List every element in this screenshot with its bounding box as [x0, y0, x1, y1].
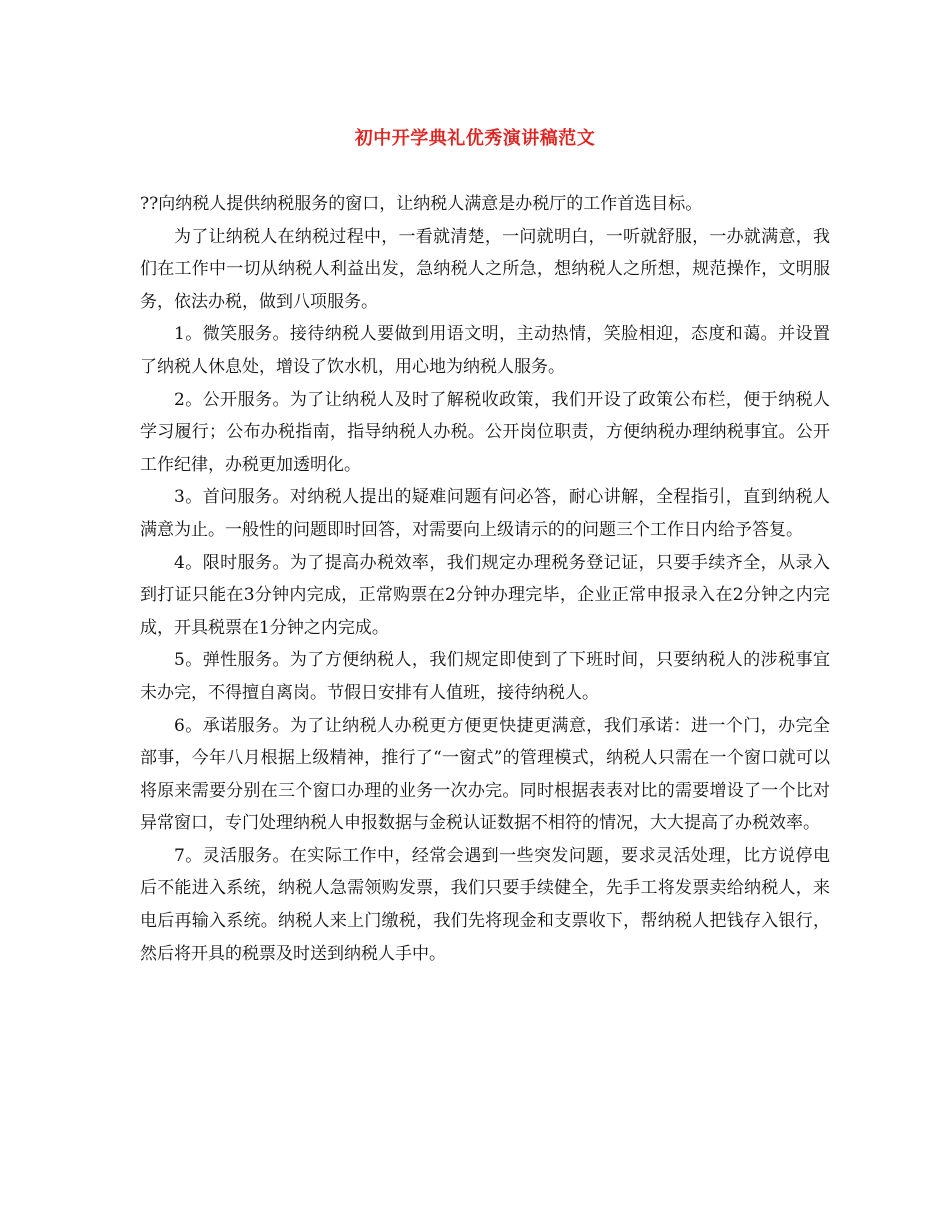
- paragraph-item-2: 2。公开服务。为了让纳税人及时了解税收政策，我们开设了政策公布栏，便于纳税人学习履行；公布办税指南，指导纳税人办税。公开岗位职责，方便纳税办理纳税事宜。公开工作纪律，办税更加透明化。: [140, 389, 830, 475]
- document-body: [140, 188, 830, 970]
- paragraph-item-4: 4。限时服务。为了提高办税效率，我们规定办理税务登记证，只要手续齐全，从录入到打证只能在3分钟内完成，正常购票在2分钟办理完毕，企业正常申报录入在2分钟之内完成，开具税票在1分钟之内完成。: [140, 552, 830, 638]
- paragraph-intro: ??向纳税人提供纳税服务的窗口，让纳税人满意是办税厅的工作首选目标。: [140, 194, 703, 214]
- paragraph-overview: 为了让纳税人在纳税过程中，一看就清楚，一问就明白，一听就舒服，一办就满意，我们在工作中一切从纳税人利益出发，急纳税人之所急，想纳税人之所想，规范操作，文明服务，依法办税，做到八项服务。: [140, 226, 830, 312]
- paragraph-item-1: 1。微笑服务。接待纳税人要做到用语文明，主动热情，笑脸相迎，态度和蔼。并设置了纳税人休息处，增设了饮水机，用心地为纳税人服务。: [140, 324, 830, 377]
- paragraph-item-6: 6。承诺服务。为了让纳税人办税更方便更快捷更满意，我们承诺：进一个门，办完全部事，今年八月根据上级精神，推行了“一窗式”的管理模式，纳税人只需在一个窗口就可以将原来需要分别在三个窗口办理的业务一次办完。同时根据表表对比的需要增设了一个比对异常窗口，专门处理纳税人申报数据与金税认证数据不相符的情况，大大提高了办税效率。: [140, 715, 830, 834]
- paragraph-item-7: 7。灵活服务。在实际工作中，经常会遇到一些突发问题，要求灵活处理，比方说停电后不能进入系统，纳税人急需领购发票，我们只要手续健全，先手工将发票卖给纳税人，来电后再输入系统。纳税人来上门缴税，我们先将现金和支票收下，帮纳税人把钱存入银行，然后将开具的税票及时送到纳税人手中。: [140, 845, 830, 964]
- document-title: 初中开学典礼优秀演讲稿范文: [354, 128, 596, 149]
- paragraph-item-5: 5。弹性服务。为了方便纳税人，我们规定即使到了下班时间，只要纳税人的涉税事宜未办完，不得擅自离岗。节假日安排有人值班，接待纳税人。: [140, 650, 830, 703]
- paragraph-item-3: 3。首问服务。对纳税人提出的疑难问题有问必答，耐心讲解，全程指引，直到纳税人满意为止。一般性的问题即时回答，对需要向上级请示的的问题三个工作日内给予答复。: [140, 487, 830, 540]
